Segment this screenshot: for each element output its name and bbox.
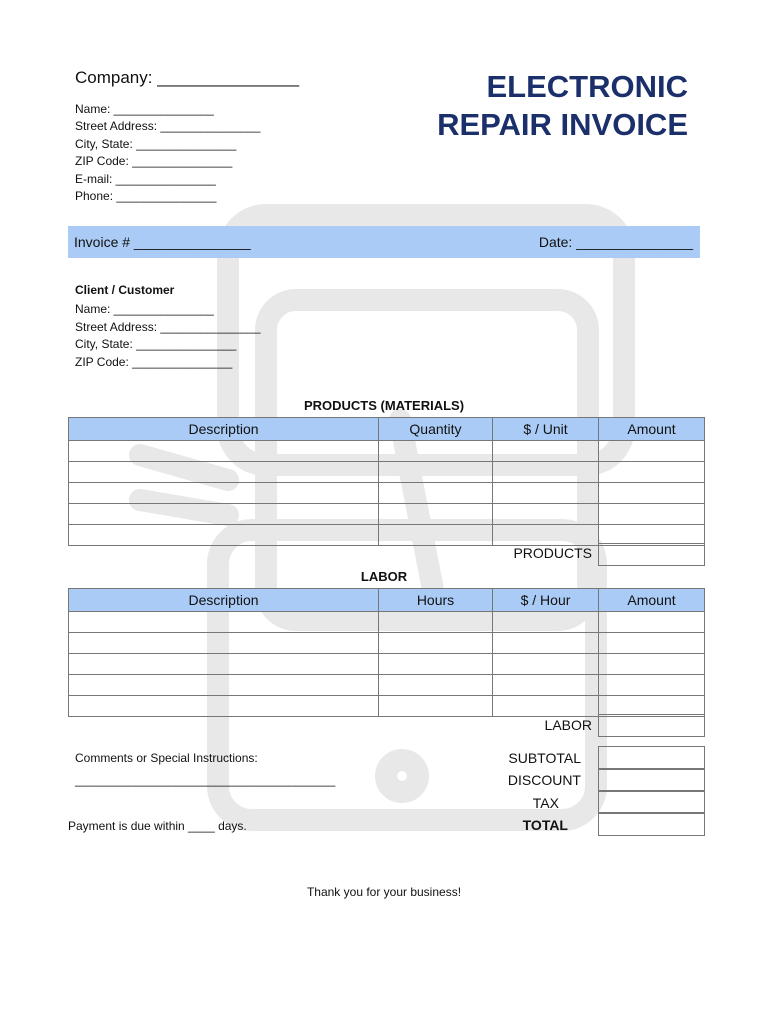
table-cell[interactable] (69, 441, 379, 462)
table-row (69, 504, 705, 525)
labor-total-label: LABOR (544, 717, 592, 733)
products-col-amount: Amount (599, 418, 705, 441)
table-row (69, 633, 705, 654)
invoice-date-field[interactable]: Date: _______________ (538, 234, 693, 250)
client-address-field: Street Address: _______________ (75, 320, 261, 334)
table-cell[interactable] (379, 696, 493, 717)
client-zip-field: ZIP Code: _______________ (75, 355, 233, 369)
table-cell[interactable] (493, 654, 599, 675)
discount-box[interactable] (598, 768, 705, 792)
products-total-box[interactable] (598, 543, 705, 566)
client-name-field: Name: _______________ (75, 302, 214, 316)
products-section-title: PRODUCTS (MATERIALS) (303, 398, 465, 413)
table-cell[interactable] (379, 504, 493, 525)
client-title: Client / Customer (75, 283, 175, 297)
table-cell[interactable] (69, 612, 379, 633)
products-header-row (69, 418, 705, 441)
table-row (69, 654, 705, 675)
labor-col-amount: Amount (599, 589, 705, 612)
total-box[interactable] (598, 812, 705, 836)
table-cell[interactable] (379, 525, 493, 546)
comments-label: Comments or Special Instructions: (75, 751, 258, 765)
table-cell[interactable] (493, 462, 599, 483)
table-cell[interactable] (599, 462, 705, 483)
products-col-unit-price: $ / Unit (493, 418, 599, 441)
table-cell[interactable] (379, 441, 493, 462)
thank-you-note: Thank you for your business! (306, 885, 462, 899)
table-cell[interactable] (599, 612, 705, 633)
company-email-field: E-mail: _______________ (75, 172, 216, 186)
table-cell[interactable] (599, 675, 705, 696)
table-cell[interactable] (69, 504, 379, 525)
table-cell[interactable] (379, 675, 493, 696)
table-row (69, 612, 705, 633)
labor-col-description: Description (69, 589, 379, 612)
table-cell[interactable] (69, 462, 379, 483)
table-cell[interactable] (493, 675, 599, 696)
table-cell[interactable] (69, 654, 379, 675)
table-row (69, 675, 705, 696)
tax-box[interactable] (598, 790, 705, 814)
table-cell[interactable] (599, 483, 705, 504)
comments-line[interactable]: _______________________________________ (75, 773, 336, 787)
table-cell[interactable] (599, 441, 705, 462)
company-phone-field: Phone: _______________ (75, 189, 217, 203)
labor-table (68, 588, 705, 717)
table-cell[interactable] (379, 612, 493, 633)
table-cell[interactable] (493, 504, 599, 525)
company-name-field: Name: _______________ (75, 102, 214, 116)
labor-header-row (69, 589, 705, 612)
table-cell[interactable] (69, 525, 379, 546)
total-label: TOTAL (522, 817, 568, 833)
payment-terms: Payment is due within ____ days. (68, 819, 247, 833)
subtotal-box[interactable] (598, 746, 705, 770)
table-cell[interactable] (379, 654, 493, 675)
client-city-field: City, State: _______________ (75, 337, 237, 351)
products-col-quantity: Quantity (379, 418, 493, 441)
table-cell[interactable] (69, 675, 379, 696)
table-cell[interactable] (493, 696, 599, 717)
table-cell[interactable] (493, 633, 599, 654)
products-col-description: Description (69, 418, 379, 441)
labor-section-title: LABOR (360, 569, 408, 584)
table-cell[interactable] (379, 483, 493, 504)
company-zip-field: ZIP Code: _______________ (75, 154, 233, 168)
products-table (68, 417, 705, 546)
invoice-bar (68, 226, 700, 258)
table-cell[interactable] (493, 612, 599, 633)
labor-col-hourly-rate: $ / Hour (493, 589, 599, 612)
title-line-2: REPAIR INVOICE (437, 107, 688, 142)
table-cell[interactable] (379, 462, 493, 483)
products-total-label: PRODUCTS (513, 545, 592, 561)
table-cell[interactable] (493, 483, 599, 504)
subtotal-label: SUBTOTAL (508, 750, 581, 766)
company-label: Company: _______________ (75, 68, 300, 87)
table-cell[interactable] (69, 696, 379, 717)
table-cell[interactable] (599, 633, 705, 654)
table-cell[interactable] (599, 654, 705, 675)
table-cell[interactable] (493, 441, 599, 462)
invoice-number-field[interactable]: Invoice # _______________ (74, 234, 251, 250)
labor-col-hours: Hours (379, 589, 493, 612)
labor-total-box[interactable] (598, 714, 705, 737)
table-row (69, 441, 705, 462)
table-row (69, 483, 705, 504)
discount-label: DISCOUNT (507, 772, 581, 788)
table-row (69, 462, 705, 483)
table-cell[interactable] (379, 633, 493, 654)
table-cell[interactable] (599, 504, 705, 525)
company-city-field: City, State: _______________ (75, 137, 237, 151)
tax-label: TAX (532, 795, 559, 811)
document-title (437, 68, 688, 144)
company-address-field: Street Address: _______________ (75, 119, 261, 133)
title-line-1: ELECTRONIC (486, 69, 688, 104)
table-cell[interactable] (69, 633, 379, 654)
table-cell[interactable] (493, 525, 599, 546)
table-cell[interactable] (69, 483, 379, 504)
